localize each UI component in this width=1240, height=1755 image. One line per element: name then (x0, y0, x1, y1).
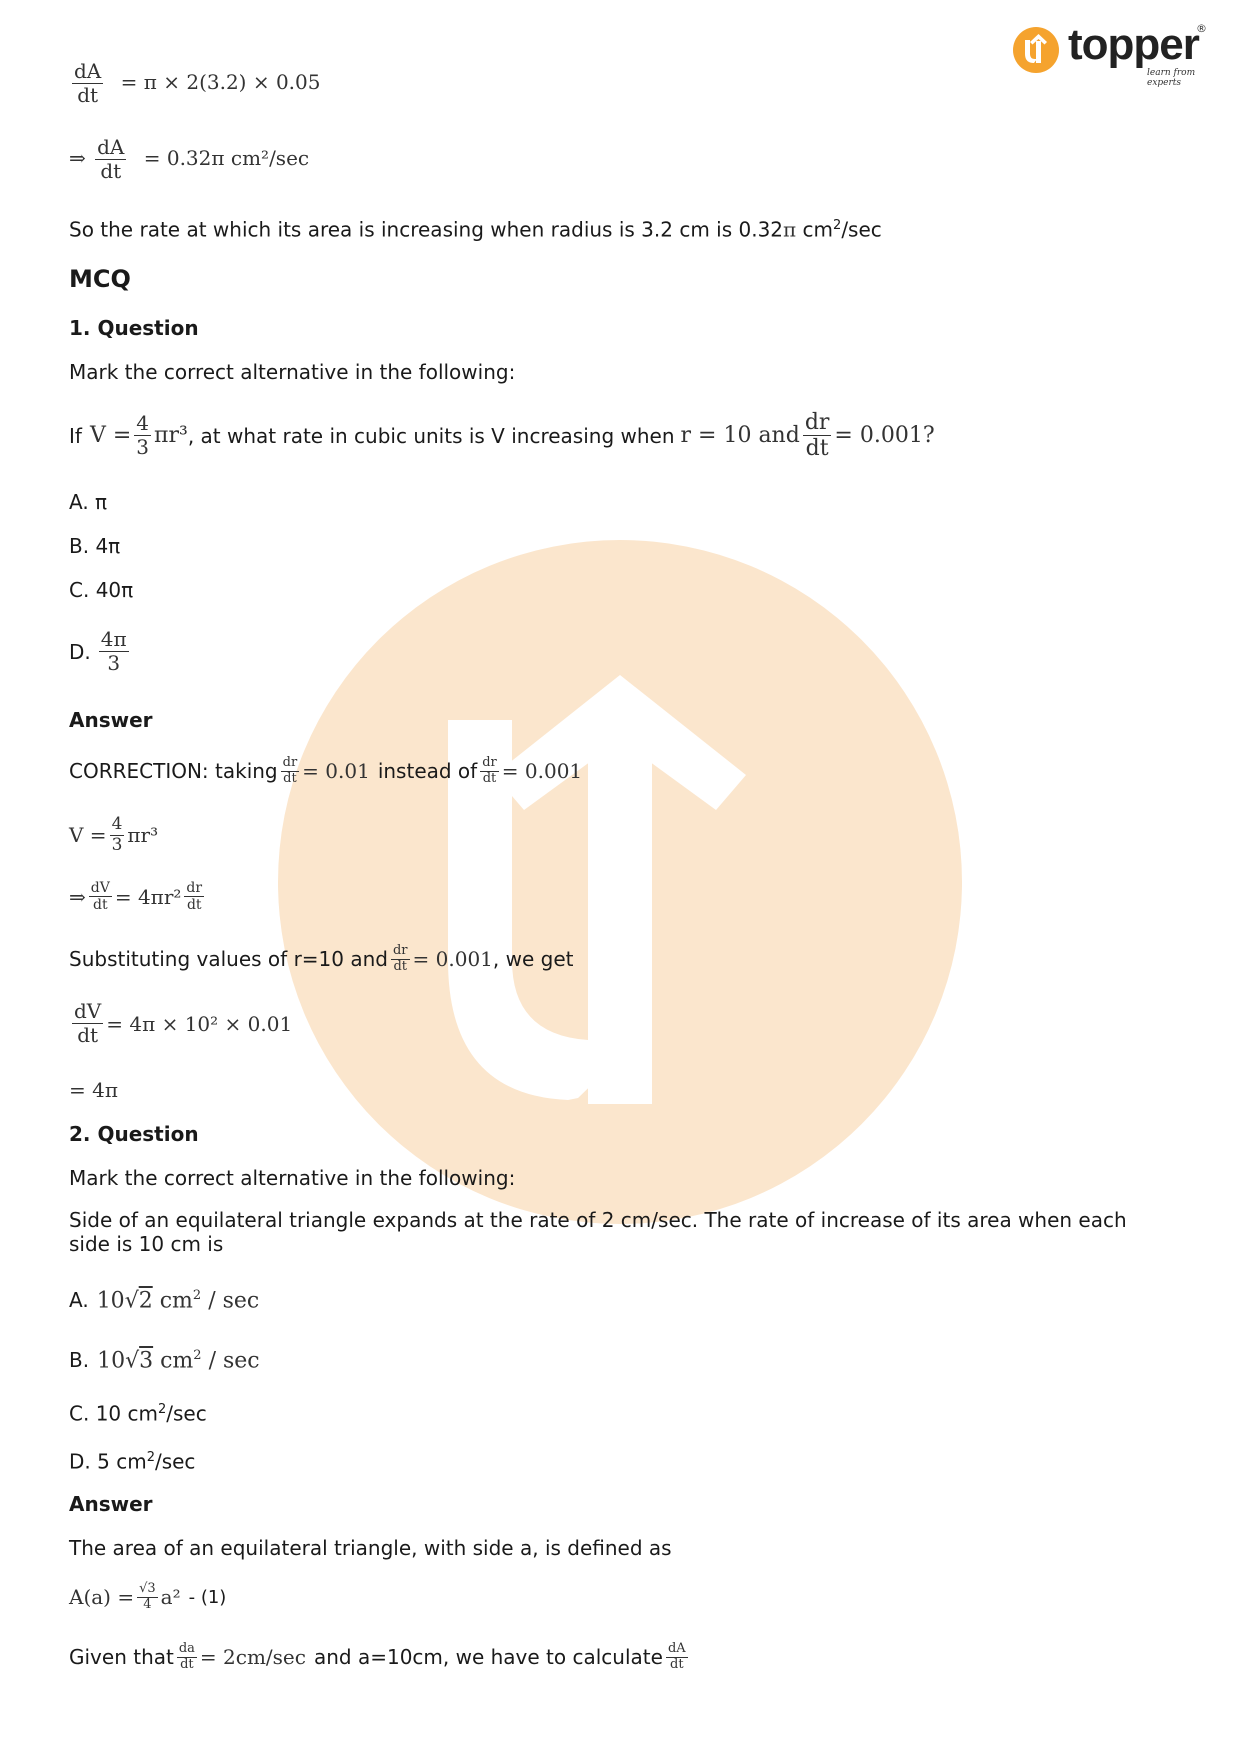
q1-option-c: C. 40π (69, 578, 134, 602)
q1-option-d: D. $\frac{4\pi}{3}$ (69, 627, 127, 675)
watermark-logo (278, 540, 962, 1224)
logo-u-icon (1012, 26, 1060, 74)
q2-option-d: D. 5 $cm^2/\sec$ (69, 1449, 196, 1474)
q2-answer-heading: Answer (69, 1492, 153, 1516)
mcq-heading: MCQ (69, 265, 131, 293)
q1-correction: CORRECTION: taking $\frac{dr}{dt}$ = 0.01 instead of $\frac{dr}{dt}$ = 0.001 (69, 755, 583, 786)
logo-registered-mark: ® (1196, 22, 1207, 35)
q2-instruction: Mark the correct alternative in the following: (69, 1166, 516, 1190)
q1-eq-derivative: ⇒ $\frac{dV}{dt}$ = 4πr² $\frac{dr}{dt}$ (69, 880, 203, 914)
q1-substitution: Substituting values of r=10 and $\frac{dr}{dt}$ = 0.001 , we get (69, 943, 574, 974)
q2-stem: Side of an equilateral triangle expands at the rate of 2 cm/sec. The rate of increase of its area when each side is 10 cm is (69, 1208, 1127, 1256)
q2-title: 2. Question (69, 1122, 199, 1146)
q2-option-c: C. 10 $cm^2/\sec$ (69, 1401, 207, 1426)
q1-title: 1. Question (69, 316, 199, 340)
q1-instruction: Mark the correct alternative in the following: (69, 360, 516, 384)
q1-stem: If V = $\frac{4}{3}$ πr³ , at what rate in cubic units is V increasing when r = 10 and $\frac{dr}{dt}$ = 0.001? (69, 410, 935, 462)
q1-eq-volume: V = $\frac{4}{3}$ πr³ (69, 814, 159, 855)
logo-tagline: learn from experts (1147, 68, 1196, 88)
q1-answer-heading: Answer (69, 708, 153, 732)
q1-option-b: B. 4π (69, 534, 121, 558)
eq-da-dt-2: ⇒ $\frac{dA}{dt}$ = 0.32π cm²/sec (69, 135, 310, 183)
q2-option-a: A. 10√2 $cm^2$ / sec (69, 1288, 260, 1314)
conclusion-text: So the rate at which its area is increasing when radius is 3.2 cm is 0.32π $cm^2/\sec$ (69, 217, 882, 242)
logo-wordmark: topper (1068, 20, 1199, 69)
q2-area-definition: The area of an equilateral triangle, with side a, is defined as (69, 1536, 672, 1560)
q1-eq-final: = 4π (69, 1078, 118, 1102)
q1-option-a: A. π (69, 490, 108, 514)
eq-da-dt-1: $\frac{dA}{dt}$ = π × 2(3.2) × 0.05 (74, 59, 321, 107)
watermark-arrow-shaft (588, 730, 652, 1104)
q1-eq-result: $\frac{dV}{dt}$ = 4π × 10² × 0.01 (74, 999, 293, 1047)
q2-given: Given that $\frac{da}{dt}$ = 2cm/sec and a=10cm, we have to calculate $\frac{dA}{dt}$ (69, 1641, 686, 1672)
q2-area-formula: A(a) = $\frac{√3}{4}$ a² - (1) (69, 1581, 227, 1612)
topper-logo[interactable] (1012, 18, 1208, 88)
q2-option-b: B. 10√3 $cm^2$ / sec (69, 1348, 260, 1374)
